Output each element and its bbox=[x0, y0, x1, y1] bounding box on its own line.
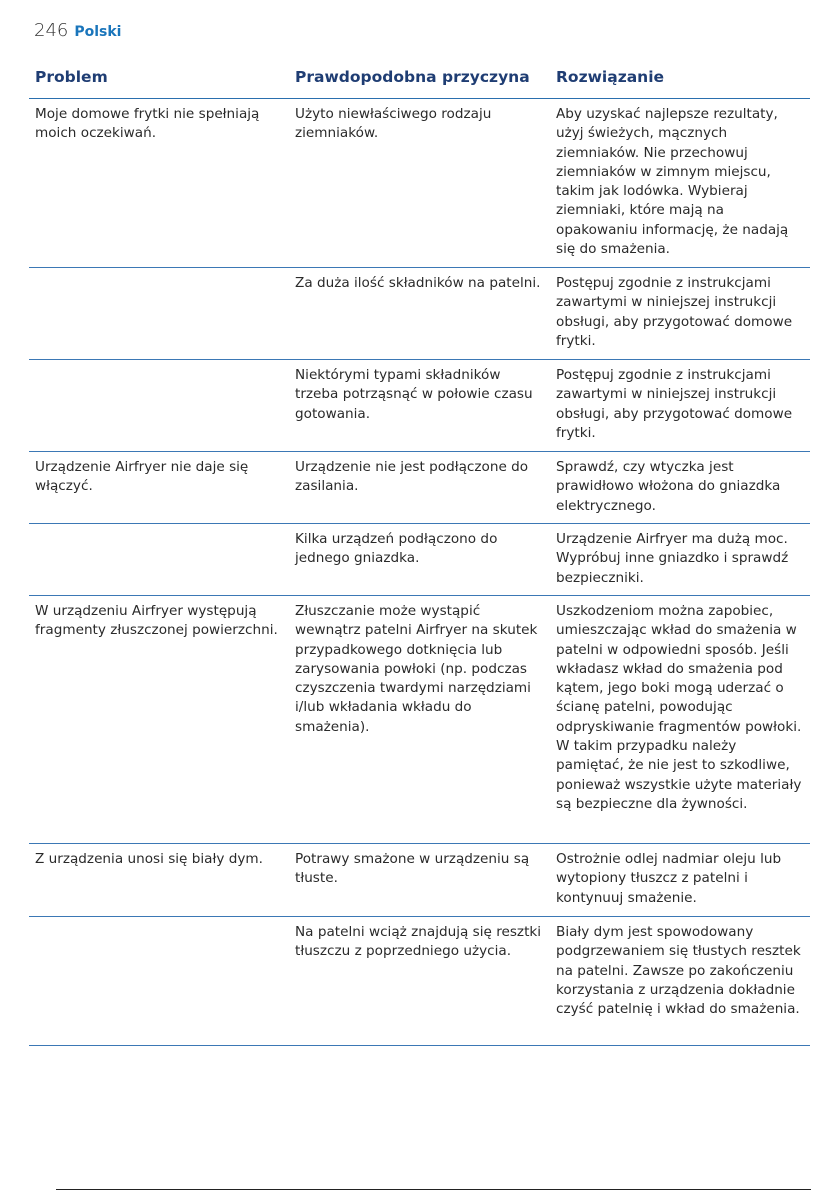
header-problem: Problem bbox=[29, 62, 289, 99]
table-row bbox=[29, 99, 810, 268]
header-cause: Prawdopodobna przyczyna bbox=[289, 62, 550, 99]
solution-cell: Postępuj zgodnie z instrukcjami zawartymi w niniejszej instrukcji obsługi, aby przygotować domowe frytki. bbox=[550, 268, 810, 360]
header-solution: Rozwiązanie bbox=[550, 62, 810, 99]
cause-cell: Za duża ilość składników na patelni. bbox=[289, 268, 550, 360]
cause-cell: Na patelni wciąż znajdują się resztki tłuszczu z poprzedniego użycia. bbox=[289, 917, 550, 1046]
table-row bbox=[29, 452, 810, 524]
troubleshooting-table bbox=[29, 62, 810, 1046]
solution-cell: Postępuj zgodnie z instrukcjami zawartymi w niniejszej instrukcji obsługi, aby przygotować domowe frytki. bbox=[550, 360, 810, 452]
table-row bbox=[29, 360, 810, 452]
solution-cell: Ostrożnie odlej nadmiar oleju lub wytopiony tłuszcz z patelni i kontynuuj smażenie. bbox=[550, 844, 810, 917]
problem-cell: W urządzeniu Airfryer występują fragmenty złuszczonej powierzchni. bbox=[29, 596, 289, 844]
page-header bbox=[34, 20, 121, 41]
table-row bbox=[29, 524, 810, 596]
page-number: 246 bbox=[34, 20, 69, 41]
cause-cell: Potrawy smażone w urządzeniu są tłuste. bbox=[289, 844, 550, 917]
problem-cell bbox=[29, 917, 289, 1046]
problem-cell: Moje domowe frytki nie spełniają moich oczekiwań. bbox=[29, 99, 289, 268]
solution-cell: Biały dym jest spowodowany podgrzewaniem się tłustych resztek na patelni. Zawsze po zakończeniu korzystania z urządzenia dokładnie czyść patelnię i wkład do smażenia. bbox=[550, 917, 810, 1046]
problem-cell bbox=[29, 268, 289, 360]
problem-cell bbox=[29, 524, 289, 596]
cause-cell: Złuszczanie może wystąpić wewnątrz patelni Airfryer na skutek przypadkowego dotknięcia lub zarysowania powłoki (np. podczas czyszczenia twardymi narzędziami i/lub wkładania wkładu do smażenia). bbox=[289, 596, 550, 844]
solution-cell: Urządzenie Airfryer ma dużą moc. Wypróbuj inne gniazdko i sprawdź bezpieczniki. bbox=[550, 524, 810, 596]
solution-cell: Sprawdź, czy wtyczka jest prawidłowo włożona do gniazdka elektrycznego. bbox=[550, 452, 810, 524]
table-row bbox=[29, 596, 810, 844]
cause-cell: Kilka urządzeń podłączono do jednego gniazdka. bbox=[289, 524, 550, 596]
cause-cell: Niektórymi typami składników trzeba potrząsnąć w połowie czasu gotowania. bbox=[289, 360, 550, 452]
table-row bbox=[29, 917, 810, 1046]
problem-cell bbox=[29, 360, 289, 452]
table-row bbox=[29, 844, 810, 917]
language-label: Polski bbox=[74, 24, 122, 40]
table-row bbox=[29, 268, 810, 360]
cause-cell: Urządzenie nie jest podłączone do zasilania. bbox=[289, 452, 550, 524]
problem-cell: Urządzenie Airfryer nie daje się włączyć. bbox=[29, 452, 289, 524]
cause-cell: Użyto niewłaściwego rodzaju ziemniaków. bbox=[289, 99, 550, 268]
footer-divider bbox=[56, 1189, 811, 1190]
solution-cell: Uszkodzeniom można zapobiec, umieszczając wkład do smażenia w patelni w odpowiedni sposób. Jeśli wkładasz wkład do smażenia pod kątem, jego boki mogą uderzać o ścianę patelni, powodując odpryskiwanie fragmentów powłoki. W takim przypadku należy pamiętać, że nie jest to szkodliwe, ponieważ wszystkie użyte materiały są bezpieczne dla żywności. bbox=[550, 596, 810, 844]
problem-cell: Z urządzenia unosi się biały dym. bbox=[29, 844, 289, 917]
solution-cell: Aby uzyskać najlepsze rezultaty, użyj świeżych, mącznych ziemniaków. Nie przechowuj ziemniaków w zimnym miejscu, takim jak lodówka. Wybieraj ziemniaki, które mają na opakowaniu informację, że nadają się do smażenia. bbox=[550, 99, 810, 268]
table-header-row bbox=[29, 62, 810, 99]
